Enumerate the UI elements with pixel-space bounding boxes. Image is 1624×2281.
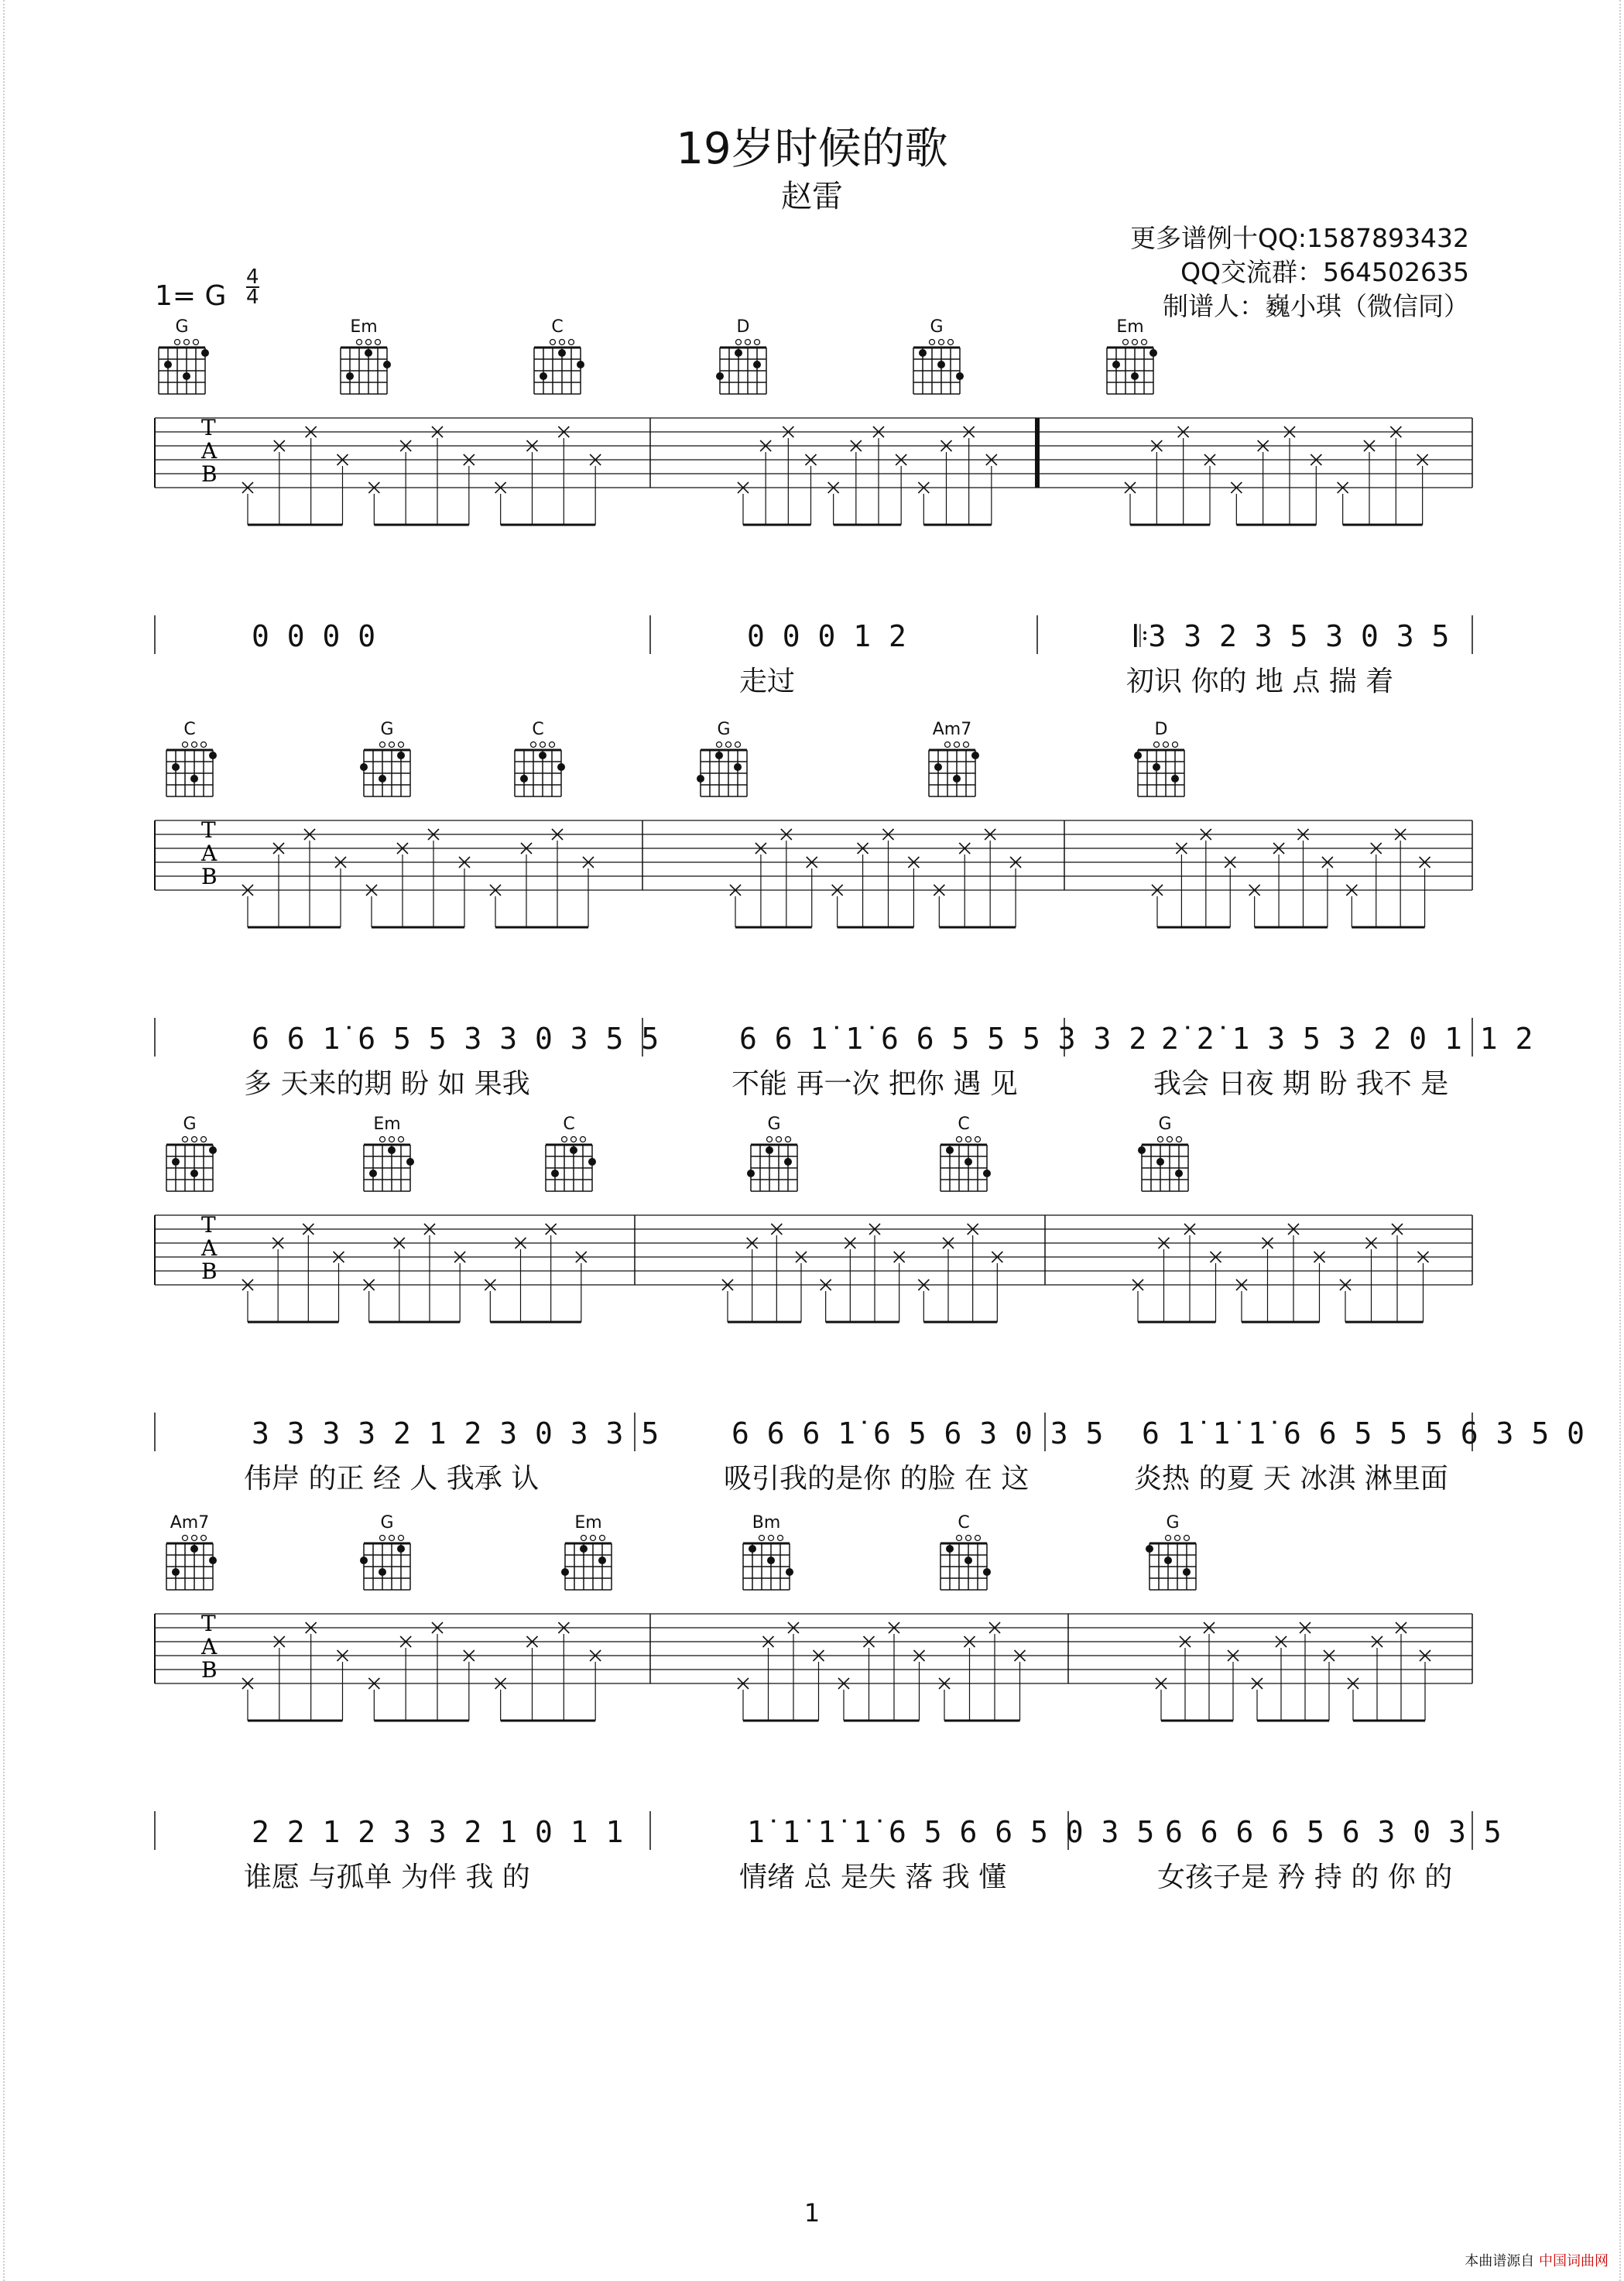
jianpu-notes-measure-1: 6 6 1̇ 6 5 5 3 3 0 3 5 5 [252, 1022, 660, 1056]
lyric-line-measure-3: 初识 你的 地 点 揣 着 [1126, 666, 1394, 697]
chord-name: C [551, 317, 564, 337]
lyric-line-measure-2: 不能 再一次 把你 遇 见 [731, 1068, 1018, 1100]
lyric-line-measure-1: 谁愿 与孤单 为伴 我 的 [244, 1861, 530, 1893]
chord-name: G [380, 720, 394, 739]
composer: 赵雷 [781, 179, 843, 214]
source-site: 中国词曲网 [1539, 2253, 1609, 2269]
staff-system-1 [0, 317, 1624, 697]
jianpu-notes-measure-3: 2̇ 2̇ 1 3 5 3 2 0 1 1 2 [1161, 1022, 1533, 1056]
jianpu-notes-measure-2: 6 6 1̇ 1̇ 6 6 5 5 5 3 3 2 [739, 1022, 1147, 1056]
chord-name: Em [1116, 317, 1144, 337]
tab-clef-a: A [201, 1634, 218, 1659]
page-number: 1 [803, 2198, 821, 2228]
jianpu-notes-measure-1: 3 3 3 3 2 1 2 3 0 3 3 5 [252, 1416, 660, 1450]
credit-line-more-scores: 更多谱例十QQ:1587893432 [1129, 223, 1469, 253]
chord-name: G [767, 1115, 781, 1134]
tab-clef-a: A [201, 438, 218, 464]
lyric-line-measure-1: 多 天来的期 盼 如 果我 [244, 1068, 530, 1100]
staff-system-2 [0, 720, 1624, 1100]
chord-name: G [380, 1513, 394, 1533]
credit-line-arranger: 制谱人：巍小琪（微信同） [1163, 291, 1469, 321]
chord-name: Em [373, 1115, 401, 1134]
tab-clef-a: A [201, 841, 218, 866]
chord-name: C [183, 720, 196, 739]
chord-name: Bm [752, 1513, 781, 1533]
chord-name: G [175, 317, 189, 337]
chord-name: D [736, 317, 750, 337]
chord-name: G [1158, 1115, 1172, 1134]
lyric-line-measure-2: 吸引我的是你 的脸 在 这 [724, 1463, 1030, 1495]
lyric-line-measure-2: 情绪 总 是失 落 我 懂 [739, 1861, 1007, 1893]
tab-clef-t: T [201, 1611, 216, 1636]
jianpu-notes-measure-2: 1̇ 1̇ 1̇ 1̇ 6 5 6 6 5 0 3 5 [747, 1815, 1155, 1849]
tab-clef-t: T [201, 415, 216, 440]
staff-system-4 [0, 1513, 1624, 1893]
lyric-line-measure-3: 女孩子是 矜 持 的 你 的 [1157, 1861, 1453, 1893]
chord-name: C [563, 1115, 575, 1134]
jianpu-notes-measure-3: 6 1̇ 1̇ 1̇ 6 6 5 5 5 6 3 5 0 [1142, 1416, 1585, 1450]
tab-clef-b: B [201, 1657, 218, 1683]
jianpu-notes-measure-3: 𝄆3 3 2 3 5 3 0 3 5 [1134, 619, 1450, 653]
source-credit [1465, 2250, 1609, 2270]
source-label: 本曲谱源自 [1465, 2253, 1535, 2269]
chord-name: Am7 [932, 720, 972, 739]
jianpu-notes-measure-2: 6 6 6 1̇ 6 5 6 3 0 3 5 [731, 1416, 1104, 1450]
staff-system-3 [0, 1115, 1624, 1495]
chord-name: G [183, 1115, 197, 1134]
credit-line-qq-group: QQ交流群：564502635 [1180, 257, 1469, 287]
jianpu-notes-measure-3: 6 6 6 6 5 6 3 0 3 5 [1165, 1815, 1502, 1849]
lyric-line-measure-3: 炎热 的夏 天 冰淇 淋里面 [1134, 1463, 1448, 1495]
tab-clef-b: B [201, 864, 218, 889]
tab-clef-t: T [201, 1212, 216, 1238]
jianpu-notes-measure-2: 0 0 0 1 2 [747, 619, 906, 653]
time-signature [246, 265, 259, 309]
chord-name: G [717, 720, 731, 739]
chord-name: G [930, 317, 944, 337]
time-signature-top: 4 [246, 265, 259, 289]
chord-name: Am7 [170, 1513, 210, 1533]
tab-clef-a: A [201, 1235, 218, 1261]
chord-name: Em [350, 317, 378, 337]
time-signature-bottom: 4 [246, 286, 259, 309]
chord-name: Em [574, 1513, 602, 1533]
chord-name: C [958, 1115, 970, 1134]
song-title: 19岁时候的歌 [676, 124, 948, 174]
lyric-line-measure-1: 伟岸 的正 经 人 我承 认 [244, 1463, 540, 1495]
jianpu-notes-measure-1: 0 0 0 0 [252, 619, 376, 653]
tab-clef-t: T [201, 817, 216, 843]
lyric-line-measure-2: 走过 [739, 666, 796, 697]
chord-name: C [958, 1513, 970, 1533]
key-signature: 1= G [155, 280, 227, 312]
tab-clef-b: B [201, 461, 218, 487]
lyric-line-measure-3: 我会 日夜 期 盼 我不 是 [1153, 1068, 1449, 1100]
jianpu-notes-measure-1: 2 2 1 2 3 3 2 1 0 1 1 [252, 1815, 624, 1849]
tab-clef-b: B [201, 1259, 218, 1284]
chord-name: C [532, 720, 544, 739]
chord-name: G [1166, 1513, 1180, 1533]
chord-name: D [1154, 720, 1168, 739]
credits-block [1130, 221, 1469, 324]
